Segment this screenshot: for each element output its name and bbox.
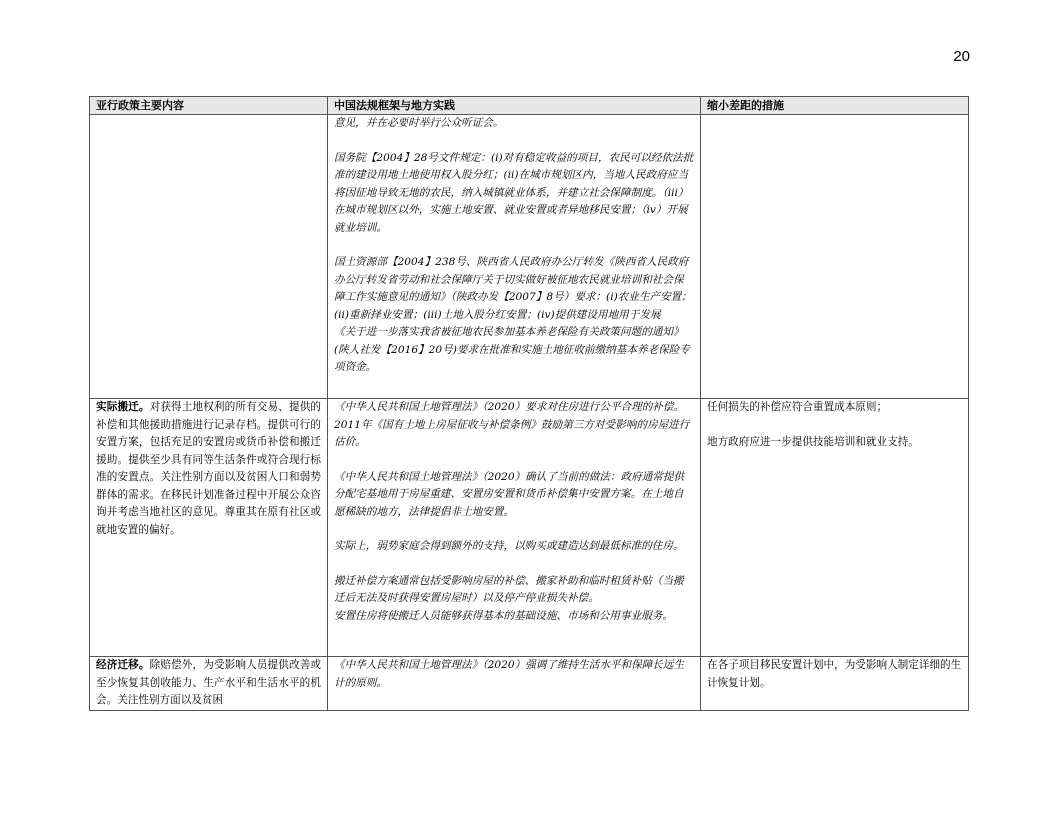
table-header: [90, 97, 969, 115]
framework-cell: [328, 115, 701, 399]
framework-paragraph: 《中华人民共和国土地管理法》（2020）强调了维持生活水平和保障长远生计的原则。: [334, 659, 685, 689]
policy-comparison-table: [89, 96, 969, 711]
policy-text: 除赔偿外，为受影响人员提供改善或至少恢复其创收能力、生产水平和生活水平的机会。关注性别方面以及贫困: [96, 659, 322, 706]
policy-cell: [90, 399, 328, 657]
header-gap-measures: 缩小差距的措施: [701, 97, 969, 115]
policy-cell: [90, 657, 328, 711]
measures-paragraph: 地方政府应进一步提供技能培训和就业支持。: [707, 435, 919, 448]
page-number: 20: [953, 48, 970, 65]
header-china-framework: 中国法规框架与地方实践: [328, 97, 701, 115]
measures-cell: [701, 657, 969, 711]
policy-text: 对获得土地权利的所有交易、提供的补偿和其他援助措施进行记录存档。提供可行的安置方案，包括充足的安置房或货币补偿和搬迁援助。提供至少具有同等生活条件或符合现行标准的安置点。关注性别方面以及贫困人口和弱势群体的需求。在移民计划准备过程中开展公众咨询并考虑当地社区的意见。尊重其在原有社区或就地安置的偏好。: [96, 401, 322, 536]
table-row: [90, 115, 969, 399]
table-row: [90, 657, 969, 711]
framework-paragraph: 意见，并在必要时举行公众听证会。: [334, 117, 504, 129]
framework-paragraph: 安置住房将使搬迁人员能够获得基本的基础设施、市场和公用事业服务。: [334, 609, 673, 622]
measures-cell: [701, 115, 969, 399]
framework-paragraph: 《关于进一步落实我省被征地农民参加基本养老保险有关政策问题的通知》(陕人社发【2016】20号)要求在批准和实施土地征收前缴纳基本养老保险专项资金。: [334, 326, 690, 373]
policy-cell: [90, 115, 328, 399]
measures-cell: [701, 399, 969, 657]
framework-paragraph: 国务院【2004】28号文件规定：(i)对有稳定收益的项目，农民可以经依法批准的建设用地土地使用权入股分红；(ii)在城市规划区内，当地人民政府应当将因征地导致无地的农民，纳入城镇就业体系，并建立社会保障制度。（iii）在城市规划区以外，实施土地安置、就业安置或者异地移民安置；（iv）开展就业培训。: [334, 151, 694, 234]
framework-cell: [328, 657, 701, 711]
policy-lead: 实际搬迁。: [96, 401, 150, 413]
header-adb-policy: 亚行政策主要内容: [90, 97, 328, 115]
framework-cell: [328, 399, 701, 657]
framework-paragraph: 搬迁补偿方案通常包括受影响房屋的补偿、搬家补助和临时租赁补贴（当搬迁后无法及时获得安置房屋时）以及停产停业损失补偿。: [334, 574, 684, 604]
measures-paragraph: 在各子项目移民安置计划中，为受影响人制定详细的生计恢复计划。: [707, 659, 962, 689]
framework-paragraph: 实际上，弱势家庭会得到额外的支持，以购买或建造达到最低标准的住房。: [334, 540, 684, 552]
policy-lead: 经济迁移。: [96, 659, 150, 671]
measures-paragraph: 任何损失的补偿应符合重置成本原则；: [707, 401, 888, 413]
framework-paragraph: 《中华人民共和国土地管理法》（2020）要求对住房进行公平合理的补偿。2011年《国有土地上房屋征收与补偿条例》鼓励第三方对受影响的房屋进行估价。: [334, 401, 690, 448]
framework-paragraph: 国土资源部【2004】238号、陕西省人民政府办公厅转发《陕西省人民政府办公厅转发省劳动和社会保障厅关于切实做好被征地农民就业培训和社会保障工作实施意见的通知》（陕政办发【2007】8号）要求：(i)农业生产安置；(ii)重新择业安置；(iii)土地入股分红安置；(iv)提供建设用地用于发展: [334, 256, 692, 321]
table-row: [90, 399, 969, 657]
framework-paragraph: 《中华人民共和国土地管理法》（2020）确认了当前的做法：政府通常提供分配宅基地用于房屋重建、安置房安置和货币补偿集中安置方案。在土地自愿稀缺的地方，法律提倡非土地安置。: [334, 470, 685, 518]
